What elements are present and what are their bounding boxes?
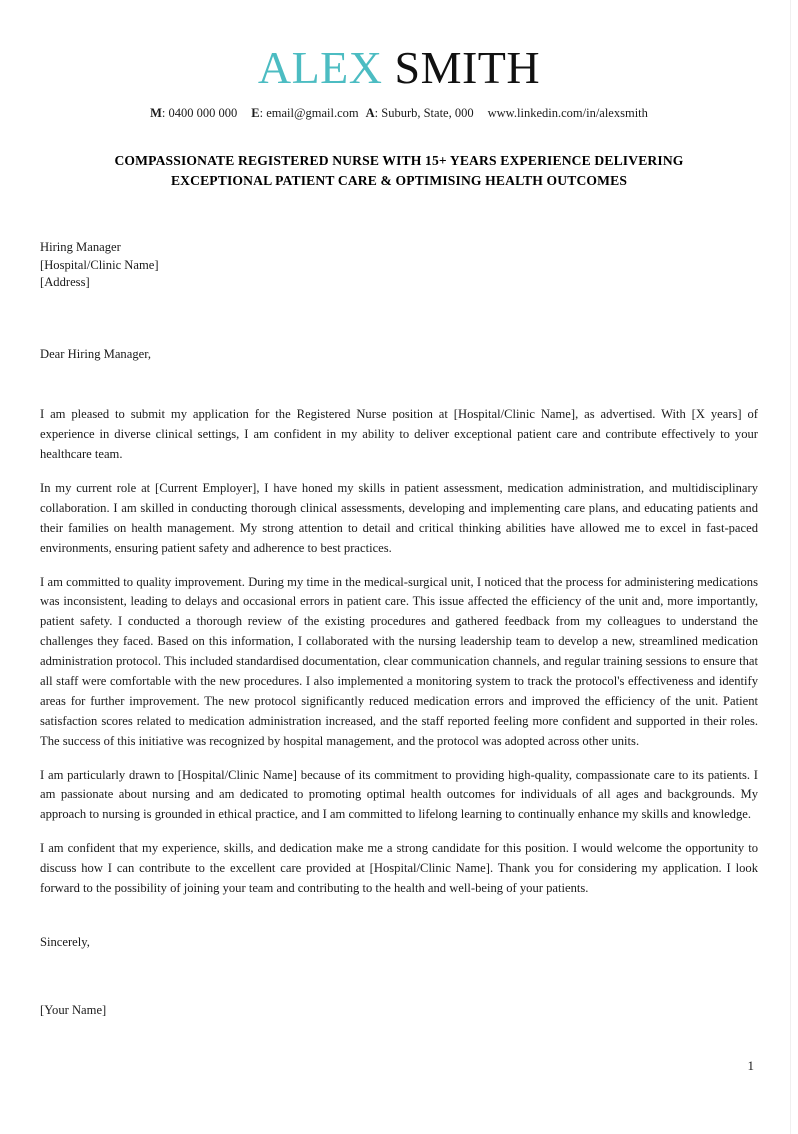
recipient-line-2: [Hospital/Clinic Name] — [40, 257, 159, 272]
email-label: E — [251, 106, 260, 121]
first-name: ALEX — [257, 42, 383, 93]
headline-line-2: EXCEPTIONAL PATIENT CARE & OPTIMISING HEALTH OUTCOMES — [170, 173, 628, 188]
headline-line-1: COMPASSIONATE REGISTERED NURSE WITH 15+ YEARS EXPERIENCE DELIVERING — [114, 153, 684, 169]
mobile-label: M — [150, 106, 162, 121]
body-paragraph-1: I am pleased to submit my application for the Registered Nurse position at [Hospital/Clinic Name], as advertised. With [X years] of experience in diverse clinical settings, I am confident in my ability to deliver exceptional patient care and contribute effectively to your healthcare team. — [40, 407, 758, 462]
body-paragraph-2: In my current role at [Current Employer], I have honed my skills in patient assessment, medication administration, and multidisciplinary collaboration. I am skilled in conducting thorough clinical assessments, developing and implementing care plans, and educating patients and their families on health management. My strong attention to detail and critical thinking abilities have allowed me to excel in fast-paced environments, ensuring patient safety and adherence to best practices. — [40, 481, 758, 555]
recipient-line-1: Hiring Manager — [40, 239, 121, 254]
email-value: : email@gmail.com — [259, 106, 359, 121]
sign-off: Sincerely, — [40, 934, 90, 949]
letter-body — [40, 405, 758, 899]
body-paragraph-4: I am particularly drawn to [Hospital/Clinic Name] because of its commitment to providing high-quality, compassionate care to its patients. I am passionate about nursing and am dedicated to promoting optimal health outcomes for individuals of all ages and backgrounds. My approach to nursing is grounded in ethical practice, and I am committed to lifelong learning to continually enhance my skills and knowledge. — [40, 767, 758, 822]
address-label: A — [365, 106, 375, 121]
body-paragraph-5: I am confident that my experience, skills, and dedication make me a strong candidate for this position. I would welcome the opportunity to discuss how I can contribute to the excellent care provided at [Hospital/Clinic Name]. Thank you for considering my application. I look forward to the possibility of joining your team and contributing to the health and well-being of your patients. — [40, 841, 758, 896]
last-name: SMITH — [382, 42, 541, 93]
professional-headline — [40, 151, 758, 190]
salutation: Dear Hiring Manager, — [40, 347, 152, 362]
signature-name: [Your Name] — [40, 1002, 107, 1017]
linkedin-url[interactable]: www.linkedin.com/in/alexsmith — [487, 106, 648, 121]
body-paragraph-3: I am committed to quality improvement. During my time in the medical-surgical unit, I noticed that the process for administering medications was inconsistent, leading to delays and occasional errors in patient care. This issue affected the efficiency of the unit and, more importantly, patient safety. I conducted a thorough review of the existing procedures and gathered feedback from my colleagues to understand the challenges they faced. Based on this information, I collaborated with the nursing leadership team to develop a new, streamlined medication administration protocol. This included standardised documentation, clear communication channels, and regular training sessions to ensure that all staff were comfortable with the new procedures. I also implemented a monitoring system to track the protocol's effectiveness and identify areas for further improvement. The new protocol significantly reduced medication errors and improved the efficiency of the unit. Patient satisfaction scores related to medication administration increased, and the staff reported feeling more confident and supported in their roles. The success of this initiative was recognized by hospital management, and the protocol was adopted across other units. — [40, 574, 758, 748]
address-value: : Suburb, State, 000 — [374, 106, 474, 121]
contact-details — [40, 106, 758, 121]
document-content — [40, 0, 758, 1018]
page-number: 1 — [747, 1058, 754, 1073]
recipient-address-block — [40, 239, 758, 293]
page-edge-rule — [790, 0, 791, 1134]
mobile-value: : 0400 000 000 — [161, 106, 238, 121]
page-title — [40, 44, 758, 92]
recipient-line-3: [Address] — [40, 275, 90, 290]
